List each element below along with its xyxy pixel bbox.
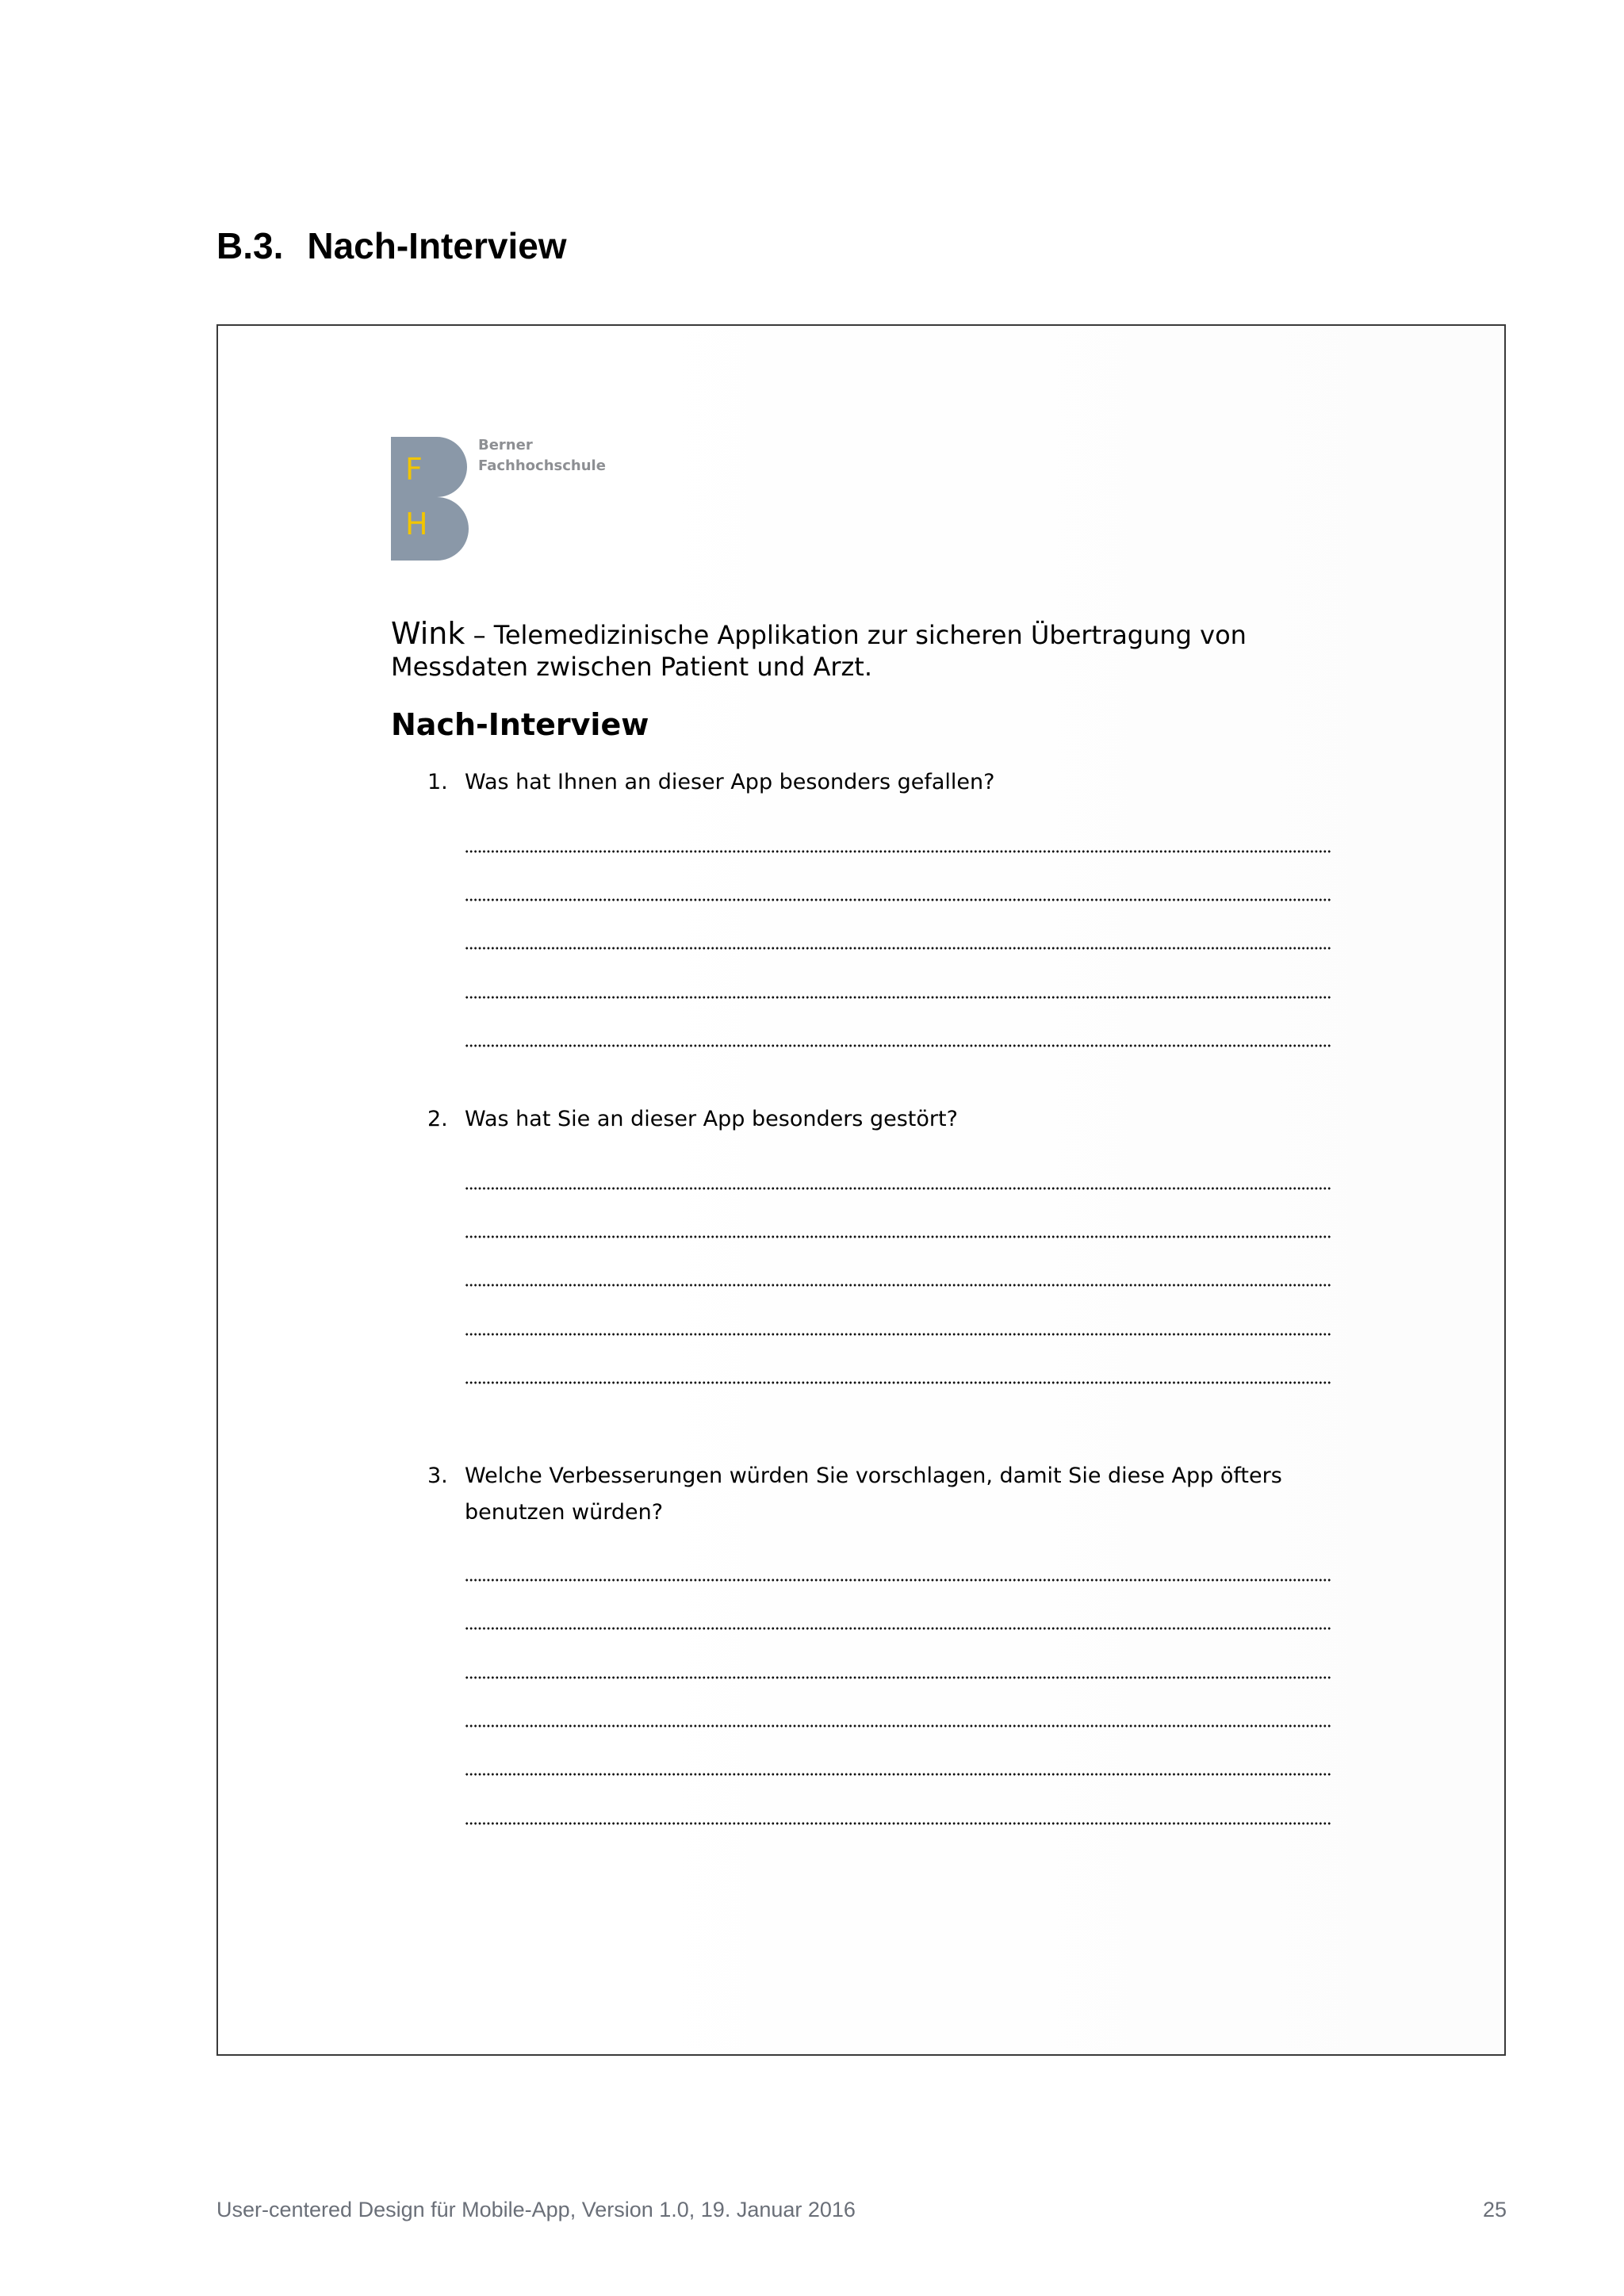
answer-line[interactable] <box>465 947 1331 950</box>
footer-document-info: User-centered Design für Mobile-App, Version 1.0, 19. Januar 2016 <box>216 2198 856 2221</box>
app-description: Telemedizinische Applikation zur sicheren Übertragung von Messdaten zwischen Patient und Arzt. <box>391 620 1247 682</box>
answer-line[interactable] <box>465 1676 1331 1679</box>
answer-line[interactable] <box>465 898 1331 901</box>
question-list <box>218 326 1504 2054</box>
answer-line[interactable] <box>465 1627 1331 1630</box>
section-title: Nach-Interview <box>307 225 567 266</box>
question-number: 1. <box>427 770 448 794</box>
question-text: Was hat Sie an dieser App besonders gestört? <box>465 1107 958 1131</box>
section-number: B.3. <box>216 225 284 266</box>
question-text: Welche Verbesserungen würden Sie vorschlagen, damit Sie diese App öfters benutzen würden? <box>465 1464 1282 1525</box>
answer-line[interactable] <box>465 1044 1331 1047</box>
app-name: Wink <box>391 616 465 651</box>
question-number: 2. <box>427 1107 448 1131</box>
question-text: Was hat Ihnen an dieser App besonders gefallen? <box>465 770 995 794</box>
answer-line[interactable] <box>465 1578 1331 1582</box>
questionnaire-frame <box>216 324 1506 2056</box>
answer-line[interactable] <box>465 1235 1331 1238</box>
logo-text-berner: Berner <box>478 437 533 453</box>
intro-dash: – <box>473 620 486 650</box>
answer-line[interactable] <box>465 996 1331 999</box>
question-number: 3. <box>427 1464 448 1488</box>
footer-page-number: 25 <box>1482 2198 1507 2221</box>
form-title: Nach-Interview <box>391 707 649 742</box>
answer-line[interactable] <box>465 1381 1331 1384</box>
answer-line[interactable] <box>465 1333 1331 1336</box>
logo-letter-f: F <box>405 452 423 487</box>
answer-line[interactable] <box>465 1284 1331 1287</box>
answer-line[interactable] <box>465 1724 1331 1728</box>
answer-line[interactable] <box>465 1773 1331 1776</box>
answer-line[interactable] <box>465 1822 1331 1825</box>
logo-letter-h: H <box>405 507 428 541</box>
answer-line[interactable] <box>465 850 1331 853</box>
logo-text-fachhochschule: Fachhochschule <box>478 457 606 474</box>
section-heading <box>216 220 567 271</box>
answer-line[interactable] <box>465 1187 1331 1190</box>
